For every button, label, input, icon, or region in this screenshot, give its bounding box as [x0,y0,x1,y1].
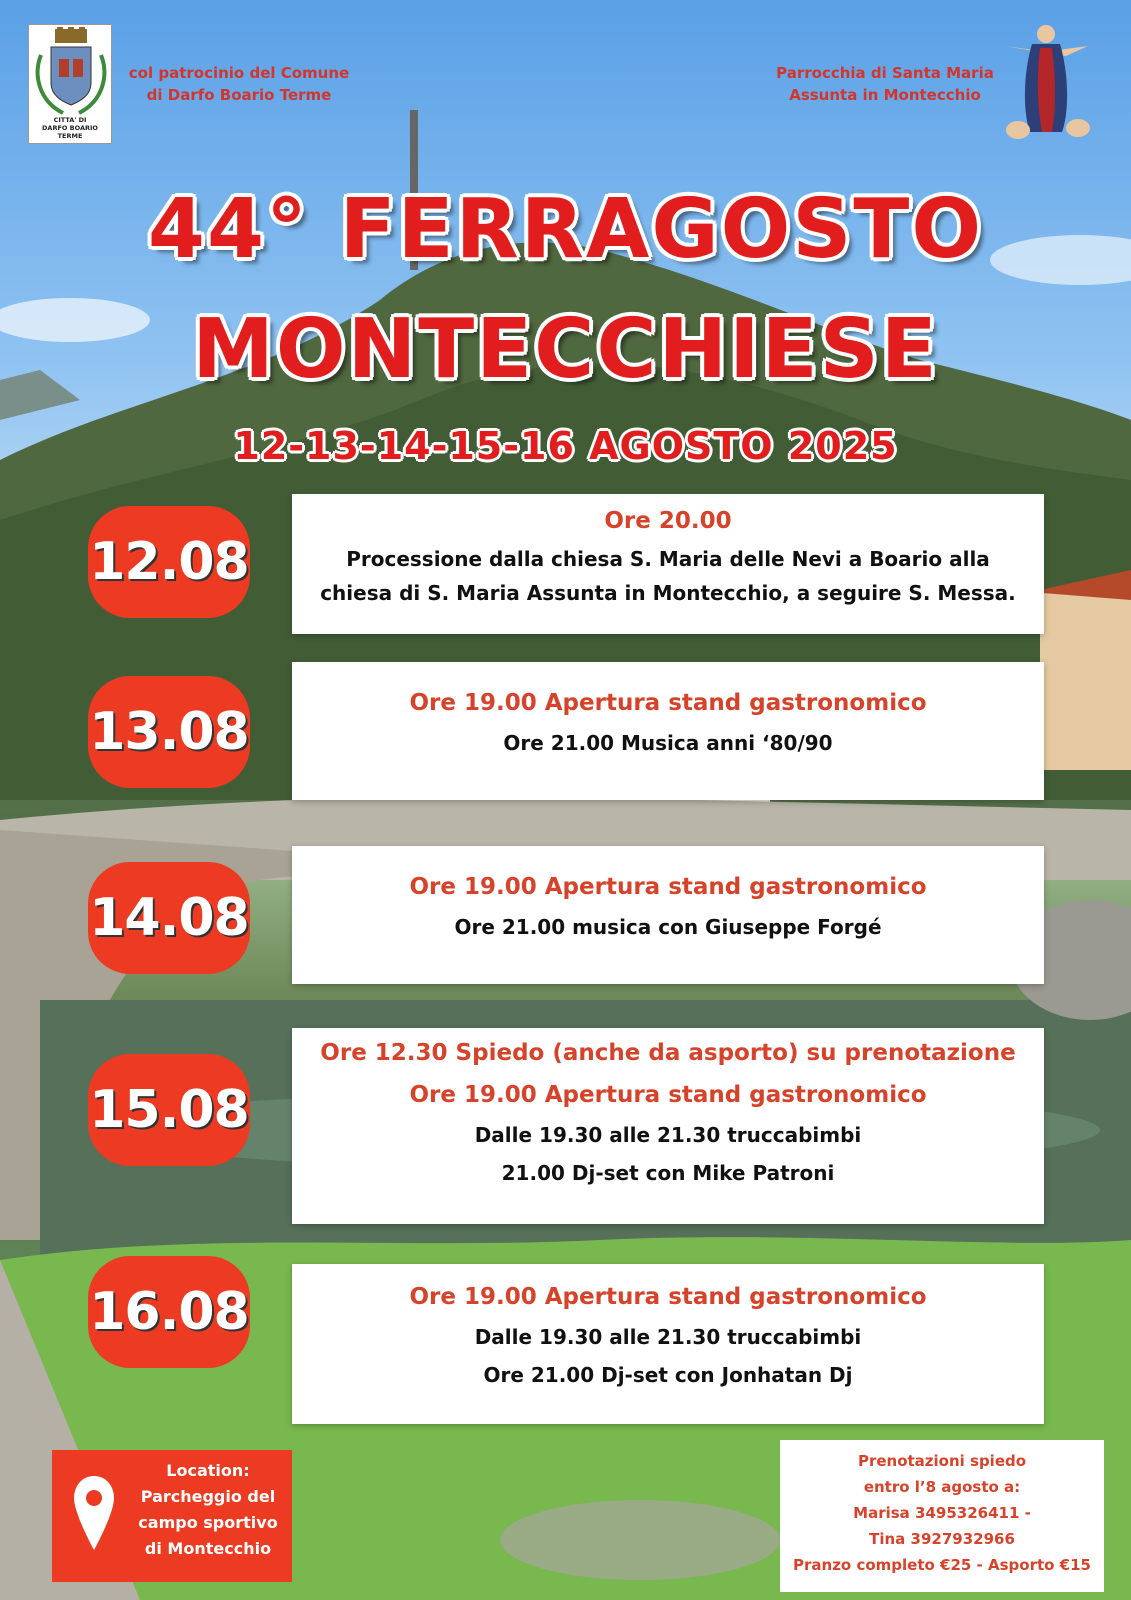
program-time: Ore 19.00 Apertura stand gastronomico [409,690,927,716]
program-time: Ore 19.00 Apertura stand gastronomico [409,874,927,900]
program-desc-line: Processione dalla chiesa S. Maria delle Nevi a Boario alla [346,547,990,571]
program-card-15-08 [292,1028,1044,1224]
location-label: Location: [166,1461,250,1480]
madonna-statue-icon [996,20,1096,146]
program-card-12-08 [292,494,1044,634]
date-badge-13-08: 13.08 [88,676,250,788]
title-line2: MONTECCHIESE [192,302,939,397]
location-line: campo sportivo [138,1513,278,1532]
program-card-13-08 [292,662,1044,800]
location-line: Parcheggio del [140,1487,276,1506]
program-desc-line: Ore 21.00 musica con Giuseppe Forgé [454,915,882,939]
booking-contact: Marisa 3495326411 - [853,1504,1031,1522]
crest-caption-line2: DARFO BOARIO TERME [42,124,98,140]
parish-line2: Assunta in Montecchio [789,86,981,104]
program-desc-line: chiesa di S. Maria Assunta in Montecchio, a seguire S. Messa. [320,581,1016,605]
patronage-line1: col patrocinio del Comune [128,64,350,82]
program-desc-line: Ore 21.00 Dj-set con Jonhatan Dj [483,1363,853,1387]
program-card-14-08 [292,846,1044,984]
program-time: Ore 12.30 Spiedo (anche da asporto) su prenotazione [320,1040,1016,1066]
booking-prices: Pranzo completo €25 - Asporto €15 [793,1556,1091,1574]
date-badge-12-08: 12.08 [88,506,250,618]
map-pin-icon [72,1474,116,1554]
date-badge-16-08: 16.08 [88,1256,250,1368]
program-desc-line: Dalle 19.30 alle 21.30 truccabimbi [474,1325,862,1349]
program-time: Ore 20.00 [604,508,732,534]
town-crest-logo [28,24,112,144]
parish-text [760,62,1010,106]
parish-line1: Parrocchia di Santa Maria [776,64,994,82]
program-desc-line: Dalle 19.30 alle 21.30 truccabimbi [474,1123,862,1147]
program-card-16-08 [292,1264,1044,1424]
location-box [52,1450,292,1582]
booking-line: Prenotazioni spiedo [857,1452,1027,1470]
crest-caption-line1: CITTA' DI [53,116,87,124]
date-badge-15-08: 15.08 [88,1054,250,1166]
location-line: di Montecchio [144,1539,272,1558]
patronage-line2: di Darfo Boario Terme [146,86,332,104]
booking-contact: Tina 3927932966 [869,1530,1015,1548]
program-time: Ore 19.00 Apertura stand gastronomico [409,1284,927,1310]
date-badge-14-08: 14.08 [88,862,250,974]
title-line1: 44° FERRAGOSTO [147,182,984,277]
program-time: Ore 19.00 Apertura stand gastronomico [409,1082,927,1108]
event-dates: 12-13-14-15-16 AGOSTO 2025 [233,424,898,468]
booking-info-box [780,1440,1104,1592]
booking-line: entro l’8 agosto a: [863,1478,1021,1496]
program-desc-line: 21.00 Dj-set con Mike Patroni [501,1161,835,1185]
crest-icon [29,25,113,125]
program-desc-line: Ore 21.00 Musica anni ‘80/90 [503,731,833,755]
patronage-text [118,62,360,106]
